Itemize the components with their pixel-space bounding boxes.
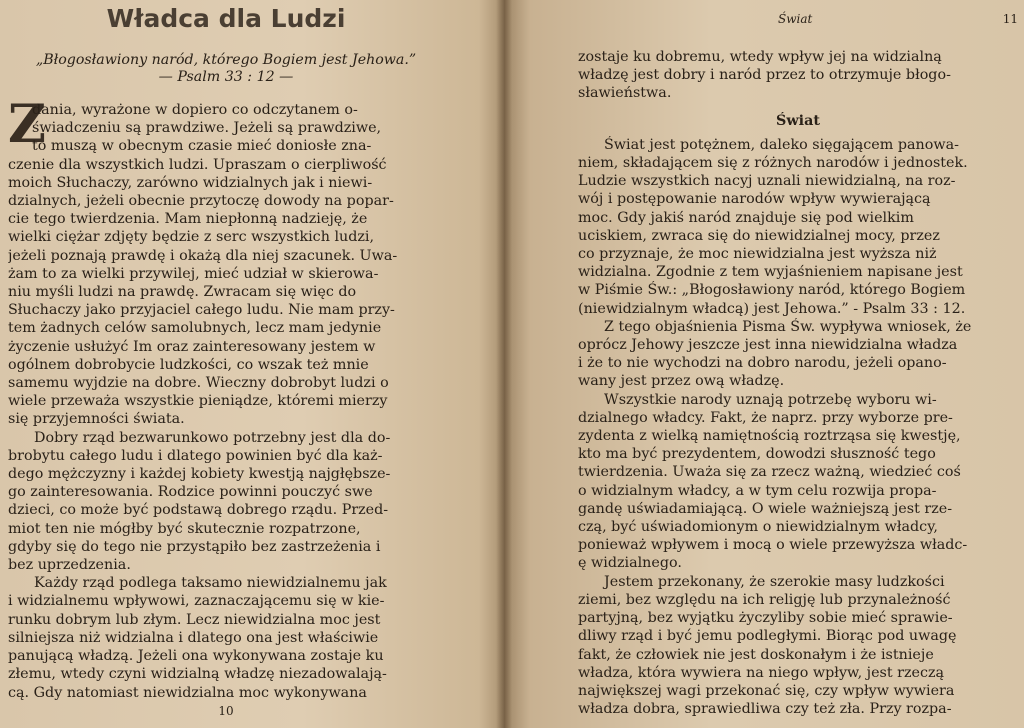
text-line: to muszą w obecnym czasie mieć doniosłe zna- bbox=[32, 138, 372, 155]
text-line: Ludzie wszystkich nacyj uznali niewidzialną, na roz- bbox=[578, 173, 956, 190]
text-line: Każdy rząd podlega taksamo niewidzialnemu jak bbox=[34, 575, 387, 592]
text-line: samemu wyjdzie na dobre. Wieczny dobrobyt ludzi o bbox=[8, 375, 389, 392]
text-line: dliwy rząd i być jemu podległymi. Biorąc pod uwagę bbox=[578, 628, 957, 645]
text-line: ponieważ wpływem i mocą o wiele przewyższa władc- bbox=[578, 537, 968, 554]
page-number-right: 11 bbox=[1002, 12, 1018, 26]
text-line: o widzialnym władcy, a w tym celu rozwija propa- bbox=[578, 482, 937, 499]
text-line: runku dobrym lub złym. Lecz niewidzialna moc jest bbox=[8, 611, 381, 628]
text-line: dzieci, co może być podstawą dobrego rządu. Przed- bbox=[8, 502, 389, 519]
text-line: sławieństwa. bbox=[578, 85, 672, 102]
text-line: co przyznaje, że moc niewidzialna jest wyższa niż bbox=[578, 246, 937, 263]
text-line: czą, być uświadomionym o niewidzialnym władcy, bbox=[578, 519, 938, 536]
text-line: niu myśli ludzi na prawdę. Zwracam się więc do bbox=[8, 284, 357, 301]
text-line: cą. Gdy natomiast niewidzialna moc wykonywana bbox=[8, 684, 367, 701]
text-line: zydenta z wielką namiętnością roztrząsa się kwestję, bbox=[578, 428, 961, 445]
text-line: uciskiem, zwraca się do niewidzialnej mocy, przez bbox=[578, 227, 940, 244]
text-line: władza, która wywiera na niego wpływ, jest rzeczą bbox=[578, 664, 945, 681]
text-line: miot ten nie mógłby być skutecznie rozpatrzone, bbox=[8, 520, 361, 537]
text-line: niem, składającem się z różnych narodów i jednostek. bbox=[578, 155, 968, 172]
motto bbox=[0, 52, 452, 86]
right-body-text bbox=[578, 48, 1018, 718]
text-line: dzialnych, jeżeli obecnie przytoczę dowody na popar- bbox=[8, 193, 394, 210]
text-line: Z tego objaśnienia Pisma Św. wypływa wniosek, że bbox=[604, 318, 972, 335]
text-line: Dobry rząd bezwarunkowo potrzebny jest dla do- bbox=[34, 429, 391, 446]
text-line: zostaje ku dobremu, wtedy wpływ jej na widzialną bbox=[578, 49, 942, 65]
text-line: fakt, że człowiek nie jest doskonałym i że istnieje bbox=[578, 646, 934, 663]
text-line: (niewidzialnym władcą) jest Jehowa.” - Psalm 33 : 12. bbox=[578, 300, 966, 317]
drop-cap-initial: Z bbox=[8, 94, 46, 155]
text-line: ogólnem dobrobycie ludzkości, co wszak też mnie bbox=[8, 356, 369, 373]
text-line: dego mężczyzny i każdej kobiety kwestją najgłębsze- bbox=[8, 466, 391, 483]
left-page bbox=[0, 0, 504, 728]
book-gutter bbox=[496, 0, 512, 728]
text-line: w Piśmie Św.: „Błogosławiony naród, którego Bogiem bbox=[578, 282, 966, 299]
text-line: bez uprzedzenia. bbox=[8, 557, 131, 574]
text-line: ę widzialnego. bbox=[578, 555, 682, 572]
text-line: władza dobra, sprawiedliwa czy też zła. Przy rozpa- bbox=[578, 701, 952, 718]
text-line: twierdzenia. Uważa się za rzecz ważną, wiedzieć coś bbox=[578, 464, 961, 481]
text-line: Jestem przekonany, że szerokie masy ludzkości bbox=[604, 573, 945, 590]
text-line: świadczeniu są prawdziwe. Jeżeli są prawdziwe, bbox=[32, 120, 382, 137]
text-line: największej wagi przekonać się, czy wpływ wywiera bbox=[578, 682, 955, 699]
text-line: i że to nie wychodzi na dobro narodu, jeżeli opano- bbox=[578, 355, 947, 372]
left-body-text bbox=[8, 94, 448, 702]
text-line: go zainteresowania. Rodzice powinni pouczyć swe bbox=[8, 484, 373, 501]
text-line: gdyby się do tego nie przystąpiło bez zastrzeżenia i bbox=[8, 538, 381, 555]
text-line: czenie dla wszystkich ludzi. Upraszam o cierpliwość bbox=[8, 156, 387, 173]
text-line: moc. Gdy jakiś naród znajduje się pod wielkim bbox=[578, 209, 914, 226]
text-line: Wszystkie narody uznają potrzebę wyboru wi- bbox=[604, 391, 937, 408]
text-line: życzenie usłużyć Im oraz zainteresowany jestem w bbox=[8, 338, 376, 355]
text-line: panującą władzą. Jeżeli ona wykonywana zostaje ku bbox=[8, 648, 384, 665]
text-line: partyjną, bez wyjątku życzyliby sobie mieć sprawie- bbox=[578, 610, 953, 627]
text-line: i widzialnemu wpływowi, zaznaczającemu się w kie- bbox=[8, 593, 385, 610]
motto-reference: — Psalm 33 : 12 — bbox=[158, 69, 294, 85]
text-line: kto ma być prezydentem, dowodzi słuszność tego bbox=[578, 446, 936, 463]
page-number-left: 10 bbox=[218, 704, 234, 718]
text-line: cie tego twierdzenia. Mam niepłonną nadzieję, że bbox=[8, 211, 368, 228]
section-spacer bbox=[578, 103, 1018, 112]
text-line: dania, wyrażone w dopiero co odczytanem o- bbox=[32, 102, 358, 118]
text-line: wiele przeważa wszystkie pieniądze, któremi mierzy bbox=[8, 393, 388, 410]
text-line: Świat jest potężnem, daleko sięgającem panowa- bbox=[604, 136, 959, 153]
running-title: Świat bbox=[778, 12, 813, 26]
text-line: wój i postępowanie narodów wpływ wywierającą bbox=[578, 191, 931, 208]
text-line: żam to za wielki przywilej, mieć udział w skierowa- bbox=[8, 265, 379, 282]
text-line: jeżeli poznają prawdę i okażą dla niej szacunek. Uwa- bbox=[8, 247, 398, 264]
text-line: gandę uświadamiającą. O wiele ważniejszą jest rze- bbox=[578, 500, 953, 517]
text-line: złemu, wtedy czyni widzialną władzę niezadowalają- bbox=[8, 666, 387, 683]
text-line: moich Słuchaczy, zarówno widzialnych jak i niewi- bbox=[8, 174, 373, 191]
text-line: ziemi, bez względu na ich religję lub przynależność bbox=[578, 591, 951, 608]
section-heading: Świat bbox=[776, 112, 820, 129]
text-line: wany jest przez ową władzę. bbox=[578, 373, 785, 390]
chapter-title: Władca dla Ludzi bbox=[106, 4, 346, 33]
text-line: widzialna. Zgodnie z tem wyjaśnieniem napisane jest bbox=[578, 264, 963, 281]
text-line: tem żadnych celów samolubnych, lecz mam jedynie bbox=[8, 320, 382, 337]
text-line: dzialnego władcy. Fakt, że naprz. przy wyborze pre- bbox=[578, 409, 953, 426]
text-line: brobytu całego ludu i dlatego powinien być dla każ- bbox=[8, 447, 383, 464]
text-line: się przyjemności świata. bbox=[8, 411, 185, 428]
text-line: silniejsza niż widzialna i dlatego ona jest właściwie bbox=[8, 629, 379, 646]
text-line: wielki ciężar zdjęty będzie z serc wszystkich ludzi, bbox=[8, 229, 375, 246]
text-line: władzę jest dobry i naród przez to otrzymuje błogo- bbox=[578, 67, 951, 84]
text-line: oprócz Jehowy jeszcze jest inna niewidzialna władza bbox=[578, 337, 958, 354]
text-line: Słuchaczy jako przyjaciel całego ludu. Nie mam przy- bbox=[8, 302, 395, 319]
motto-quote: „Błogosławiony naród, którego Bogiem jest Jehowa.” bbox=[35, 52, 417, 68]
